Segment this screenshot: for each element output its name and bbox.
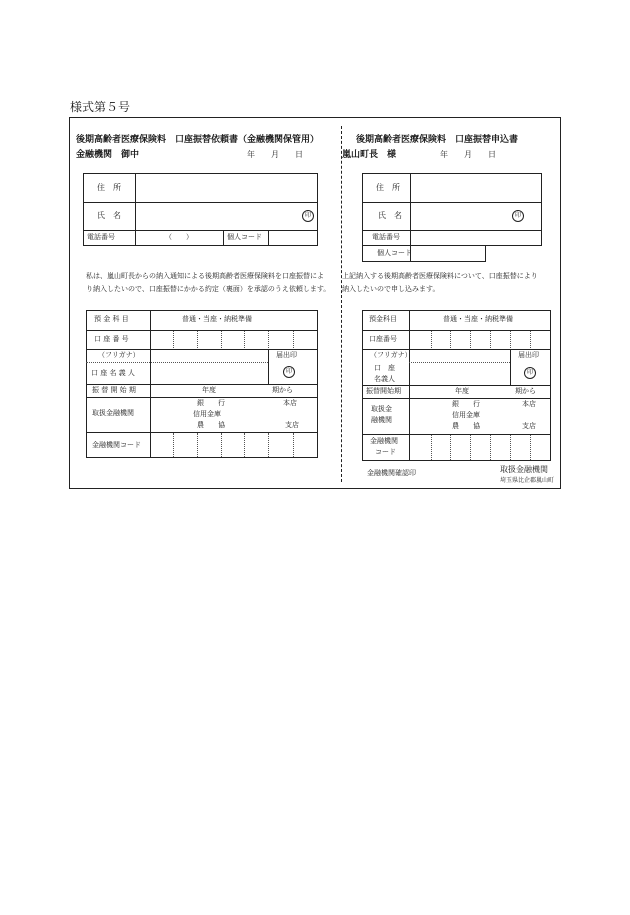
left-institution-code-label: 金融機関コード [92,441,141,449]
right-seal-mark: 印 [512,210,524,222]
left-holder-seal-mark: 印 [283,366,295,378]
right-address-input[interactable] [411,174,541,201]
left-statement-line1: 私は、嵐山町長からの納入通知による後期高齢者医療保険料を口座振替によ [86,272,324,280]
right-start-year[interactable]: 年度 [455,387,469,395]
left-address-input[interactable] [136,174,317,201]
right-deposit-type-label: 預金科目 [369,315,397,323]
right-name-label: 氏 名 [378,211,402,220]
left-start-from[interactable]: 期から [272,386,293,394]
left-name-input[interactable] [136,203,296,229]
left-personal-code-input[interactable] [269,231,317,245]
right-branch: 支店 [522,422,536,430]
left-title: 後期高齢者医療保険料 口座振替依頼書（金融機関保管用） [76,135,320,145]
left-agri-coop: 農 協 [197,421,225,429]
right-confirm-stamp: 金融機関確認印 [367,469,416,477]
left-statement-line2: り納入したいので、口座振替にかかる約定（裏面）を承認のうえ依頼します。 [86,285,331,293]
right-start-from[interactable]: 期から [515,387,536,395]
right-date: 年 月 日 [440,150,496,159]
right-phone-input[interactable] [411,231,541,245]
right-handling-sub: 埼玉県比企郡嵐山町 [500,477,555,484]
right-statement-line1: 上記納入する後期高齢者医療保険料について、口座振替により [342,272,538,280]
left-account-number-label: 口 座 番 号 [94,335,129,343]
right-name-input[interactable] [411,203,511,229]
right-address-label: 住 所 [376,183,400,192]
cut-line [341,126,342,482]
right-deposit-type-value[interactable]: 普通・当座・納税準備 [443,315,513,323]
right-code-label-1: 金融機関 [370,437,398,445]
right-agri-coop: 農 協 [452,422,480,430]
left-furigana-label: （フリガナ） [98,351,140,359]
left-addressee: 金融機関 御中 [76,150,140,160]
left-main-branch: 本店 [283,399,297,407]
right-title: 後期高齢者医療保険料 口座振替申込書 [356,135,519,145]
left-deposit-type-value[interactable]: 普通・当座・納税準備 [182,315,252,323]
right-bank-word: 銀 行 [452,400,480,408]
right-statement-line2: 納入したいので申し込みます。 [342,285,440,293]
right-start-label: 振替開始期 [366,387,401,395]
left-phone-parens[interactable]: （ ） [165,233,193,241]
left-start-label: 振 替 開 始 期 [92,386,136,394]
right-account-number-label: 口座番号 [369,335,397,343]
right-code-label-2: コード [375,448,396,456]
left-phone-label: 電話番号 [87,233,115,241]
form-number: 様式第５号 [70,100,131,114]
right-credit-union: 信用金庫 [452,411,480,419]
right-handling-title: 取扱金融機関 [500,465,548,474]
right-personal-code-input[interactable] [411,246,485,261]
left-credit-union: 信用金庫 [193,410,221,418]
left-bank-word: 銀 行 [197,399,225,407]
left-date: 年 月 日 [247,150,303,159]
right-holder-seal-mark: 印 [524,367,536,379]
right-account-holder-label-2: 名義人 [374,375,395,383]
left-branch: 支店 [285,421,299,429]
right-seal-label: 届出印 [518,351,539,359]
left-name-label: 氏 名 [97,211,121,220]
right-furigana-label: （フリガナ） [370,351,412,359]
left-address-label: 住 所 [97,183,121,192]
left-seal-mark: 印 [302,210,314,222]
left-deposit-type-label: 預 金 科 目 [94,315,129,323]
right-main-branch: 本店 [522,400,536,408]
right-addressee: 嵐山町長 様 [342,150,397,160]
right-personal-code-label: 個人コード [377,249,412,257]
left-institution-label: 取扱金融機関 [92,409,134,417]
left-seal-label: 届出印 [276,351,297,359]
left-start-year[interactable]: 年度 [202,386,216,394]
right-institution-label-2: 融機関 [371,416,392,424]
right-phone-label: 電話番号 [372,233,400,241]
left-account-holder-label: 口 座 名 義 人 [91,369,135,377]
left-personal-code-label: 個人コード [227,233,262,241]
right-account-holder-label-1: 口 座 [374,364,395,372]
right-institution-label-1: 取扱金 [371,405,392,413]
